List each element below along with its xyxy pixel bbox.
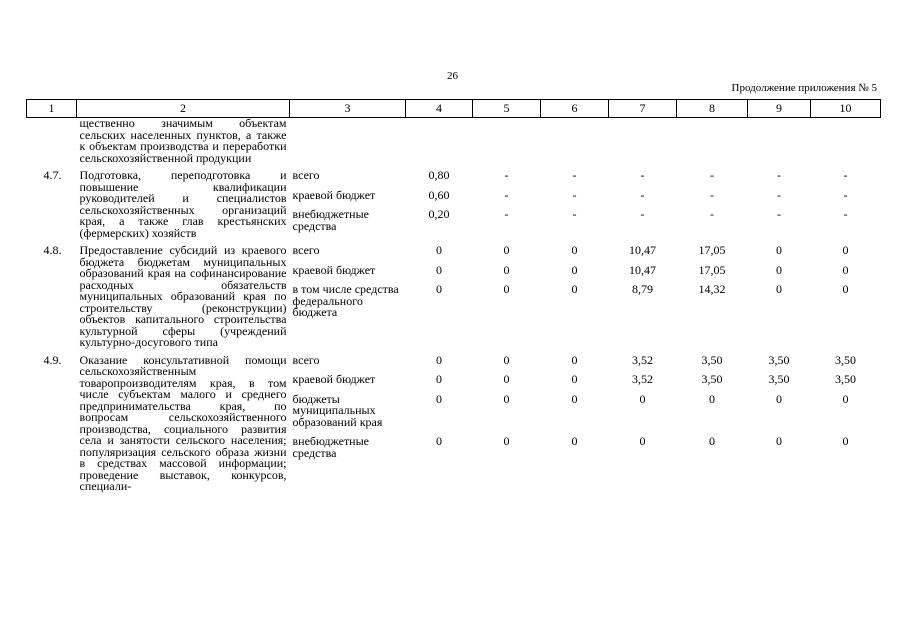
header-cell: 7 <box>609 100 677 118</box>
value-cell: 0 <box>503 243 510 257</box>
value-column <box>406 352 473 493</box>
value-cell: 0 <box>571 391 578 406</box>
value-cell: 0 <box>436 243 442 257</box>
value-cell: 0 <box>776 282 782 296</box>
value-cell: 3,50 <box>835 352 856 367</box>
value-cell: 0,80 <box>428 168 450 182</box>
value-cell: - <box>710 168 714 182</box>
row-number: 4.7. <box>43 168 62 182</box>
value-cell: - <box>572 168 577 182</box>
value-column <box>541 170 609 239</box>
funding-source-label: всего <box>292 352 320 367</box>
page-number: 26 <box>447 70 458 82</box>
measure-description: Предоставление субсидий из краевого бюджета бюджетам муниципальных образований края на софинансирование расходных обязательств муниципальных образований края по строительству (реконструкции) объектов капитального строительства культурной сферы (учреждений культурно-досугового типа <box>79 243 287 349</box>
value-cell: - <box>843 168 848 182</box>
funding-sources <box>290 245 406 349</box>
row-number: 4.8. <box>43 243 62 257</box>
value-cell: 3,50 <box>835 372 856 386</box>
value-cell: - <box>504 168 509 182</box>
value-cell: 0,60 <box>428 187 450 202</box>
funding-source-label: в том числе средства федерального бюджета <box>292 282 399 319</box>
value-cell: - <box>843 187 848 202</box>
value-column <box>748 170 811 239</box>
value-cell: - <box>572 187 577 202</box>
funding-source-label: всего <box>292 168 320 182</box>
value-cell: 0 <box>776 391 782 406</box>
value-cell: 0 <box>571 243 578 257</box>
value-cell: - <box>710 187 714 202</box>
row-number: 4.9. <box>43 352 62 367</box>
value-cell: 0 <box>436 352 442 367</box>
value-cell: 10,47 <box>629 243 656 257</box>
value-cell: 0 <box>842 282 849 296</box>
value-cell: - <box>572 207 577 221</box>
value-cell: 0 <box>842 243 849 257</box>
value-cell: 0 <box>842 391 849 406</box>
funding-source-label: всего <box>292 243 320 257</box>
value-cell: 0 <box>709 434 715 448</box>
value-column <box>677 352 748 493</box>
value-column <box>609 245 677 349</box>
value-cell: 17,05 <box>698 262 726 277</box>
value-column <box>406 170 473 239</box>
value-cell: 0 <box>571 352 578 367</box>
value-cell: - <box>504 187 509 202</box>
budget-table-container <box>26 99 880 493</box>
intro-text: щественно значимым объектам сельских населенных пунктов, а также к объектам производства и переработки сельскохозяйственной продукции <box>79 116 287 165</box>
continuation-label: Продолжение приложения № 5 <box>731 82 877 94</box>
value-cell: - <box>777 207 781 221</box>
value-column <box>609 170 677 239</box>
header-cell: 10 <box>811 100 881 118</box>
measure-description: Подготовка, переподготовка и повышение квалификации руководителей и специалистов сельскохозяйственных организаций края, а также глав крестьянских (фермерских) хозяйств <box>79 168 287 240</box>
value-cell: 8,79 <box>632 282 653 296</box>
value-cell: 0 <box>776 243 782 257</box>
value-cell: - <box>640 168 645 182</box>
header-cell: 6 <box>541 100 609 118</box>
value-cell: 0 <box>503 434 510 448</box>
value-cell: 3,50 <box>768 352 790 367</box>
value-cell: 0 <box>436 372 442 386</box>
value-column <box>609 352 677 493</box>
value-cell: - <box>777 187 781 202</box>
value-column <box>811 352 881 493</box>
value-column <box>677 245 748 349</box>
funding-source-label: внебюджетные средства <box>292 434 369 460</box>
value-cell: - <box>710 207 714 221</box>
value-cell: 0 <box>503 262 510 277</box>
value-cell: - <box>504 207 509 221</box>
column-number-header <box>27 100 881 118</box>
value-cell: 0 <box>503 352 510 367</box>
funding-sources <box>290 352 406 493</box>
value-column <box>677 170 748 239</box>
budget-table <box>26 99 881 493</box>
value-cell: 0 <box>503 372 510 386</box>
table-row <box>27 245 881 349</box>
funding-sources <box>290 170 406 239</box>
value-cell: 0 <box>436 262 442 277</box>
value-cell: 3,50 <box>701 352 723 367</box>
value-cell: 0 <box>436 434 442 448</box>
header-cell: 4 <box>406 100 473 118</box>
value-cell: 0 <box>776 262 782 277</box>
header-cell: 9 <box>748 100 811 118</box>
value-cell: 0 <box>436 282 442 296</box>
value-cell: 17,05 <box>698 243 726 257</box>
value-column <box>748 352 811 493</box>
value-column <box>473 170 541 239</box>
value-column <box>473 245 541 349</box>
value-column <box>406 245 473 349</box>
value-cell: 0 <box>571 262 578 277</box>
value-cell: - <box>640 207 645 221</box>
value-cell: 0 <box>709 391 715 406</box>
value-cell: 0 <box>842 434 849 448</box>
header-cell: 8 <box>677 100 748 118</box>
value-cell: 3,50 <box>768 372 790 386</box>
value-column <box>541 245 609 349</box>
value-cell: 3,50 <box>701 372 723 386</box>
table-row <box>27 355 881 493</box>
value-column <box>811 170 881 239</box>
header-cell: 2 <box>77 100 290 118</box>
value-cell: 0 <box>776 434 782 448</box>
value-cell: 10,47 <box>629 262 656 277</box>
measure-description: Оказание консультативной помощи сельскохозяйственным товаропроизводителям края, в том числе субъектам малого и среднего предпринимательства края, по вопросам сельскохозяйственного производства, социального развития села и занятости сельского населения; популяризация сельского образа жизни в средствах массовой информации; проведение выставок, конкурсов, специали- <box>79 352 287 493</box>
intro-row <box>27 118 881 165</box>
value-cell: 3,52 <box>632 372 653 386</box>
header-cell: 1 <box>27 100 77 118</box>
funding-source-label: бюджеты муниципальных образований края <box>292 391 383 429</box>
value-cell: 0 <box>842 262 849 277</box>
funding-source-label: краевой бюджет <box>292 372 376 386</box>
value-cell: 0 <box>503 391 510 406</box>
value-cell: 0 <box>571 282 578 296</box>
value-cell: - <box>843 207 848 221</box>
funding-source-label: краевой бюджет <box>292 187 376 202</box>
value-cell: 3,52 <box>632 352 653 367</box>
value-column <box>541 352 609 493</box>
value-cell: - <box>777 168 781 182</box>
value-column <box>748 245 811 349</box>
value-cell: 0,20 <box>428 207 450 221</box>
value-column <box>473 352 541 493</box>
header-cell: 5 <box>473 100 541 118</box>
value-cell: 14,32 <box>698 282 726 296</box>
value-cell: 0 <box>503 282 510 296</box>
value-cell: 0 <box>639 391 646 406</box>
value-cell: 0 <box>571 372 578 386</box>
value-column <box>811 245 881 349</box>
value-cell: - <box>640 187 645 202</box>
value-cell: 0 <box>639 434 646 448</box>
value-cell: 0 <box>571 434 578 448</box>
value-cell: 0 <box>436 391 442 406</box>
table-row <box>27 170 881 239</box>
funding-source-label: краевой бюджет <box>292 262 376 277</box>
funding-source-label: внебюджетные средства <box>292 207 369 233</box>
header-cell: 3 <box>290 100 406 118</box>
